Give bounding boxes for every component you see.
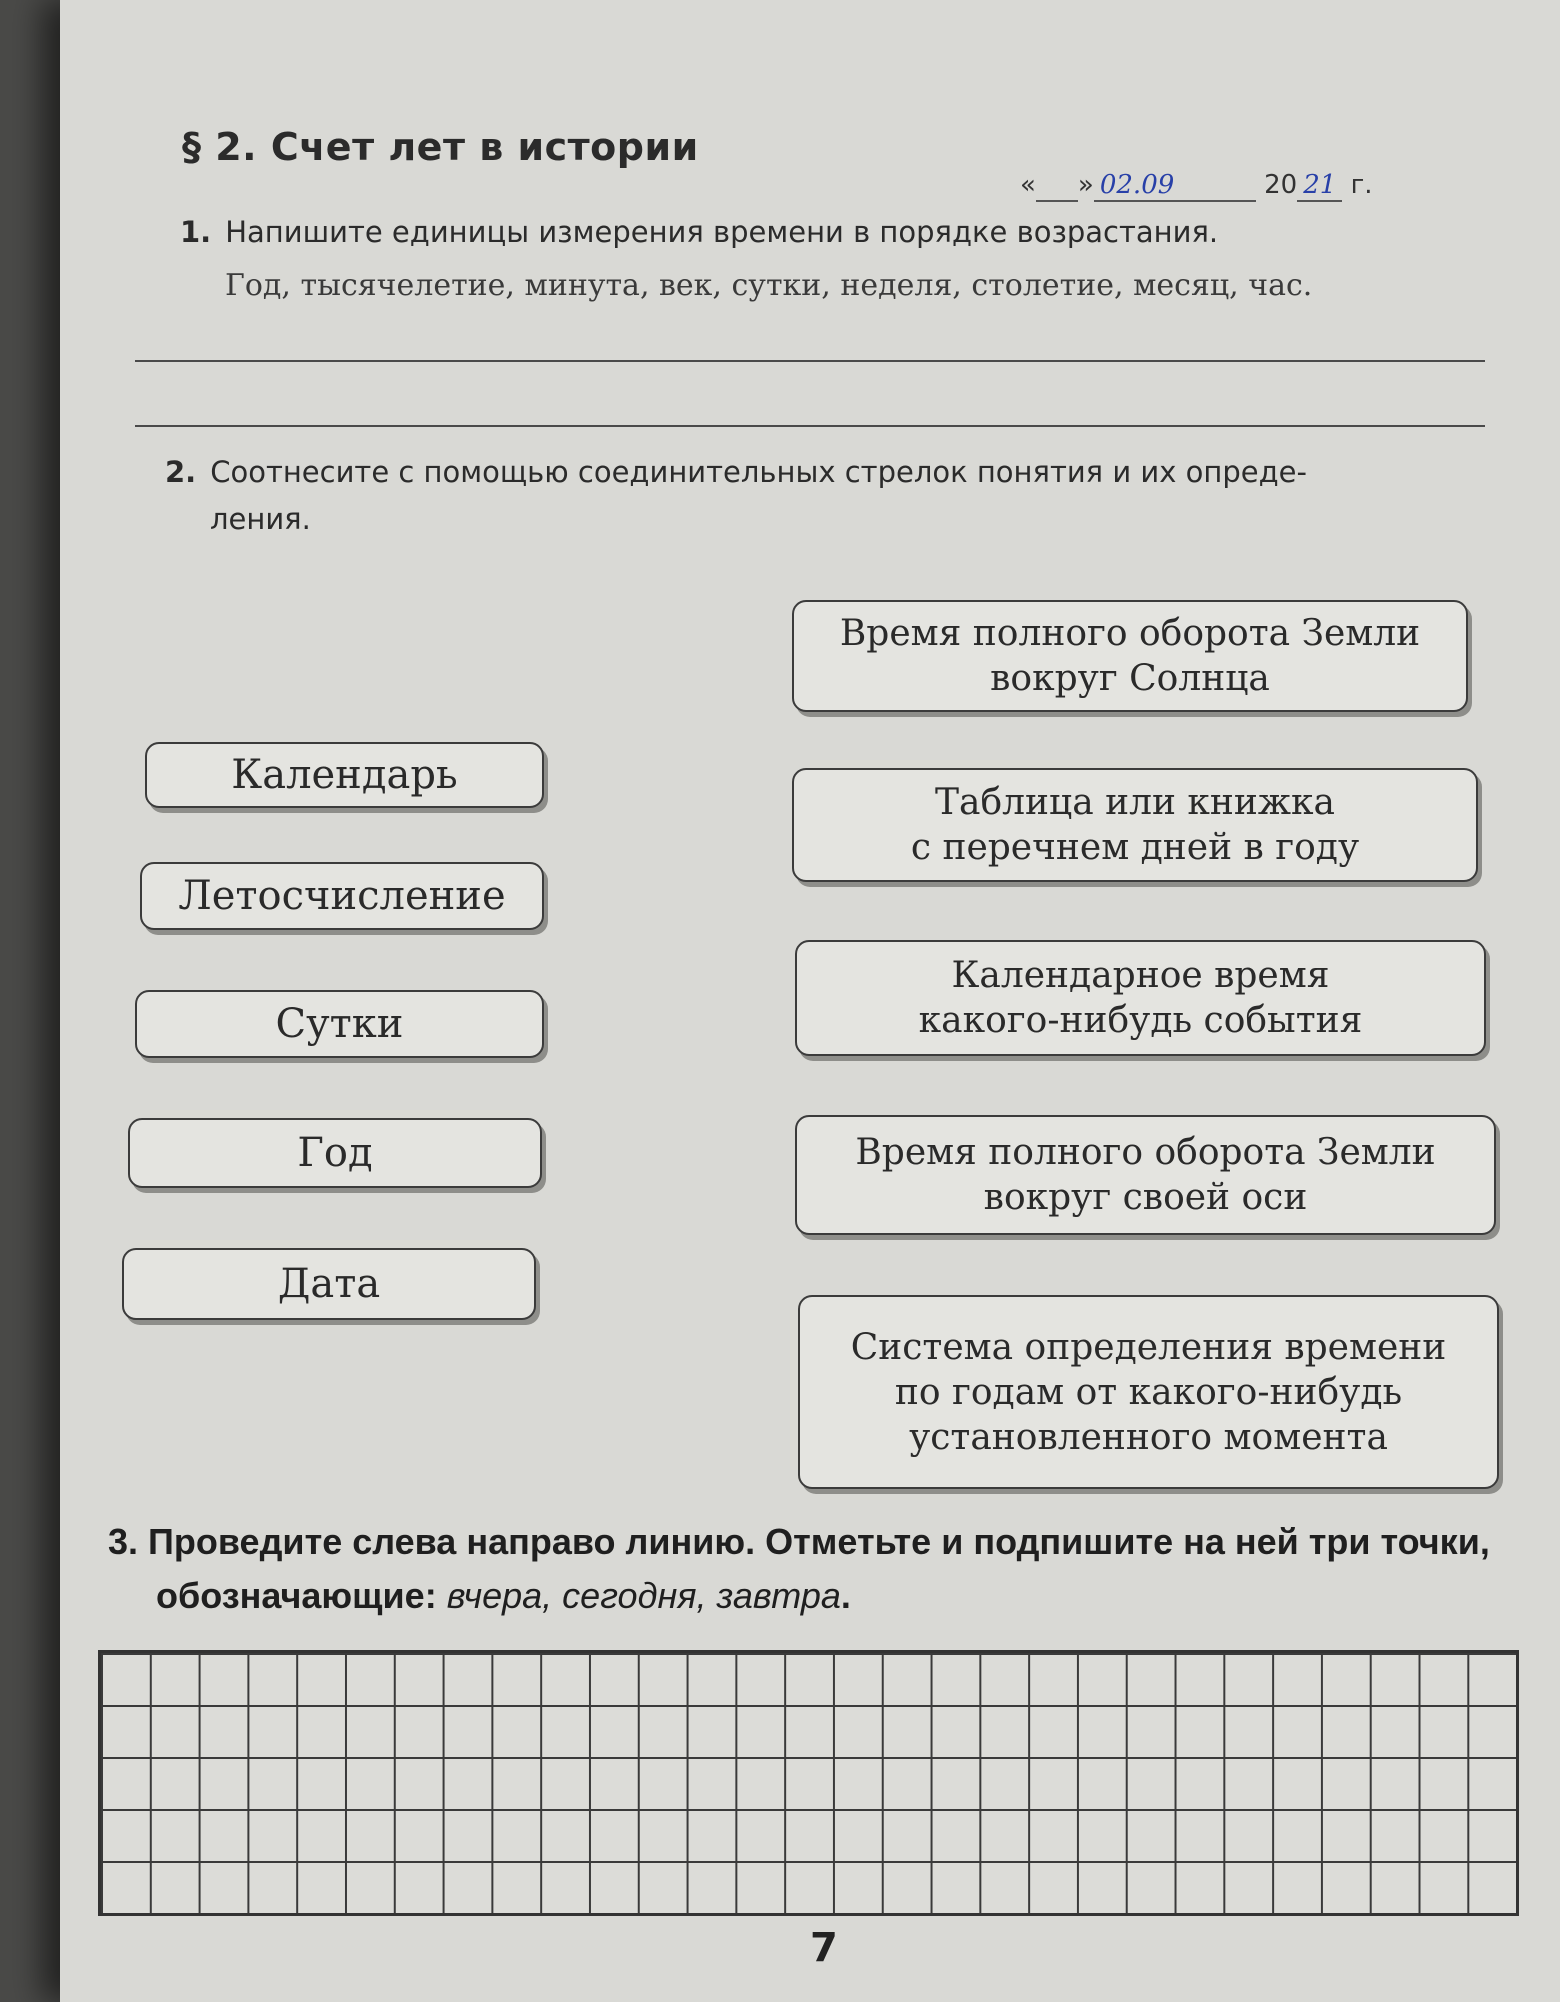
page-number: 7 bbox=[810, 1925, 838, 1971]
task2-instruction bbox=[165, 455, 1307, 489]
task3-period: . bbox=[840, 1575, 851, 1616]
date-field[interactable] bbox=[1020, 170, 1373, 202]
definition-line: по годам от какого-нибудь bbox=[894, 1371, 1403, 1413]
term-box[interactable]: Летосчисление bbox=[140, 862, 544, 930]
definition-line: Календарное время bbox=[951, 955, 1330, 996]
definition-box[interactable] bbox=[792, 600, 1468, 712]
term-box[interactable]: Сутки bbox=[135, 990, 544, 1058]
task3-instruction bbox=[108, 1515, 1528, 1623]
definition-line: установленного момента bbox=[909, 1416, 1388, 1458]
date-open-quote: « bbox=[1020, 170, 1036, 200]
task3-text-line2: обозначающие: bbox=[156, 1575, 447, 1616]
definition-line: какого-нибудь события bbox=[918, 1000, 1363, 1041]
task3-number: 3. bbox=[108, 1521, 139, 1562]
date-year-prefix: 20 bbox=[1264, 170, 1298, 200]
definition-box[interactable] bbox=[792, 768, 1478, 882]
task2-text-line2: ления. bbox=[210, 502, 311, 536]
date-year-abbr: г. bbox=[1350, 170, 1373, 200]
task1-words: Год, тысячелетие, минута, век, сутки, неделя, столетие, месяц, час. bbox=[225, 268, 1313, 303]
definition-box[interactable] bbox=[795, 940, 1486, 1056]
answer-line-2[interactable] bbox=[135, 425, 1485, 427]
definition-line: вокруг своей оси bbox=[983, 1177, 1308, 1218]
term-box[interactable]: Год bbox=[128, 1118, 542, 1188]
date-year-suffix: 21 bbox=[1297, 170, 1342, 202]
task1-number: 1. bbox=[180, 215, 212, 249]
definition-box[interactable] bbox=[795, 1115, 1496, 1235]
answer-grid[interactable] bbox=[98, 1650, 1519, 1916]
definition-line: Система определения времени bbox=[850, 1326, 1447, 1368]
definition-box[interactable] bbox=[798, 1295, 1499, 1489]
term-box[interactable]: Дата bbox=[122, 1248, 536, 1320]
task1-instruction bbox=[180, 215, 1218, 249]
answer-line-1[interactable] bbox=[135, 360, 1485, 362]
task3-text-line1: Проведите слева направо линию. Отметьте и подпишите на ней три точки, bbox=[148, 1521, 1490, 1562]
workbook-page bbox=[60, 0, 1560, 2002]
definition-line: вокруг Солнца bbox=[990, 658, 1270, 699]
task3-italic-words: вчера, сегодня, завтра bbox=[446, 1575, 841, 1616]
definition-line: Таблица или книжка bbox=[935, 782, 1335, 823]
task2-text-line1: Соотнесите с помощью соединительных стрелок понятия и их опреде- bbox=[210, 455, 1307, 489]
task1-text: Напишите единицы измерения времени в порядке возрастания. bbox=[225, 215, 1219, 249]
term-box[interactable]: Календарь bbox=[145, 742, 544, 808]
definition-line: с перечнем дней в году bbox=[910, 827, 1360, 868]
definition-line: Время полного оборота Земли bbox=[855, 1132, 1436, 1173]
date-day-month: 02.09 bbox=[1094, 170, 1256, 202]
task2-number: 2. bbox=[165, 455, 197, 489]
definition-line: Время полного оборота Земли bbox=[839, 613, 1421, 654]
date-close-quote: » bbox=[1077, 170, 1094, 200]
section-title: § 2. Счет лет в истории bbox=[182, 125, 699, 169]
